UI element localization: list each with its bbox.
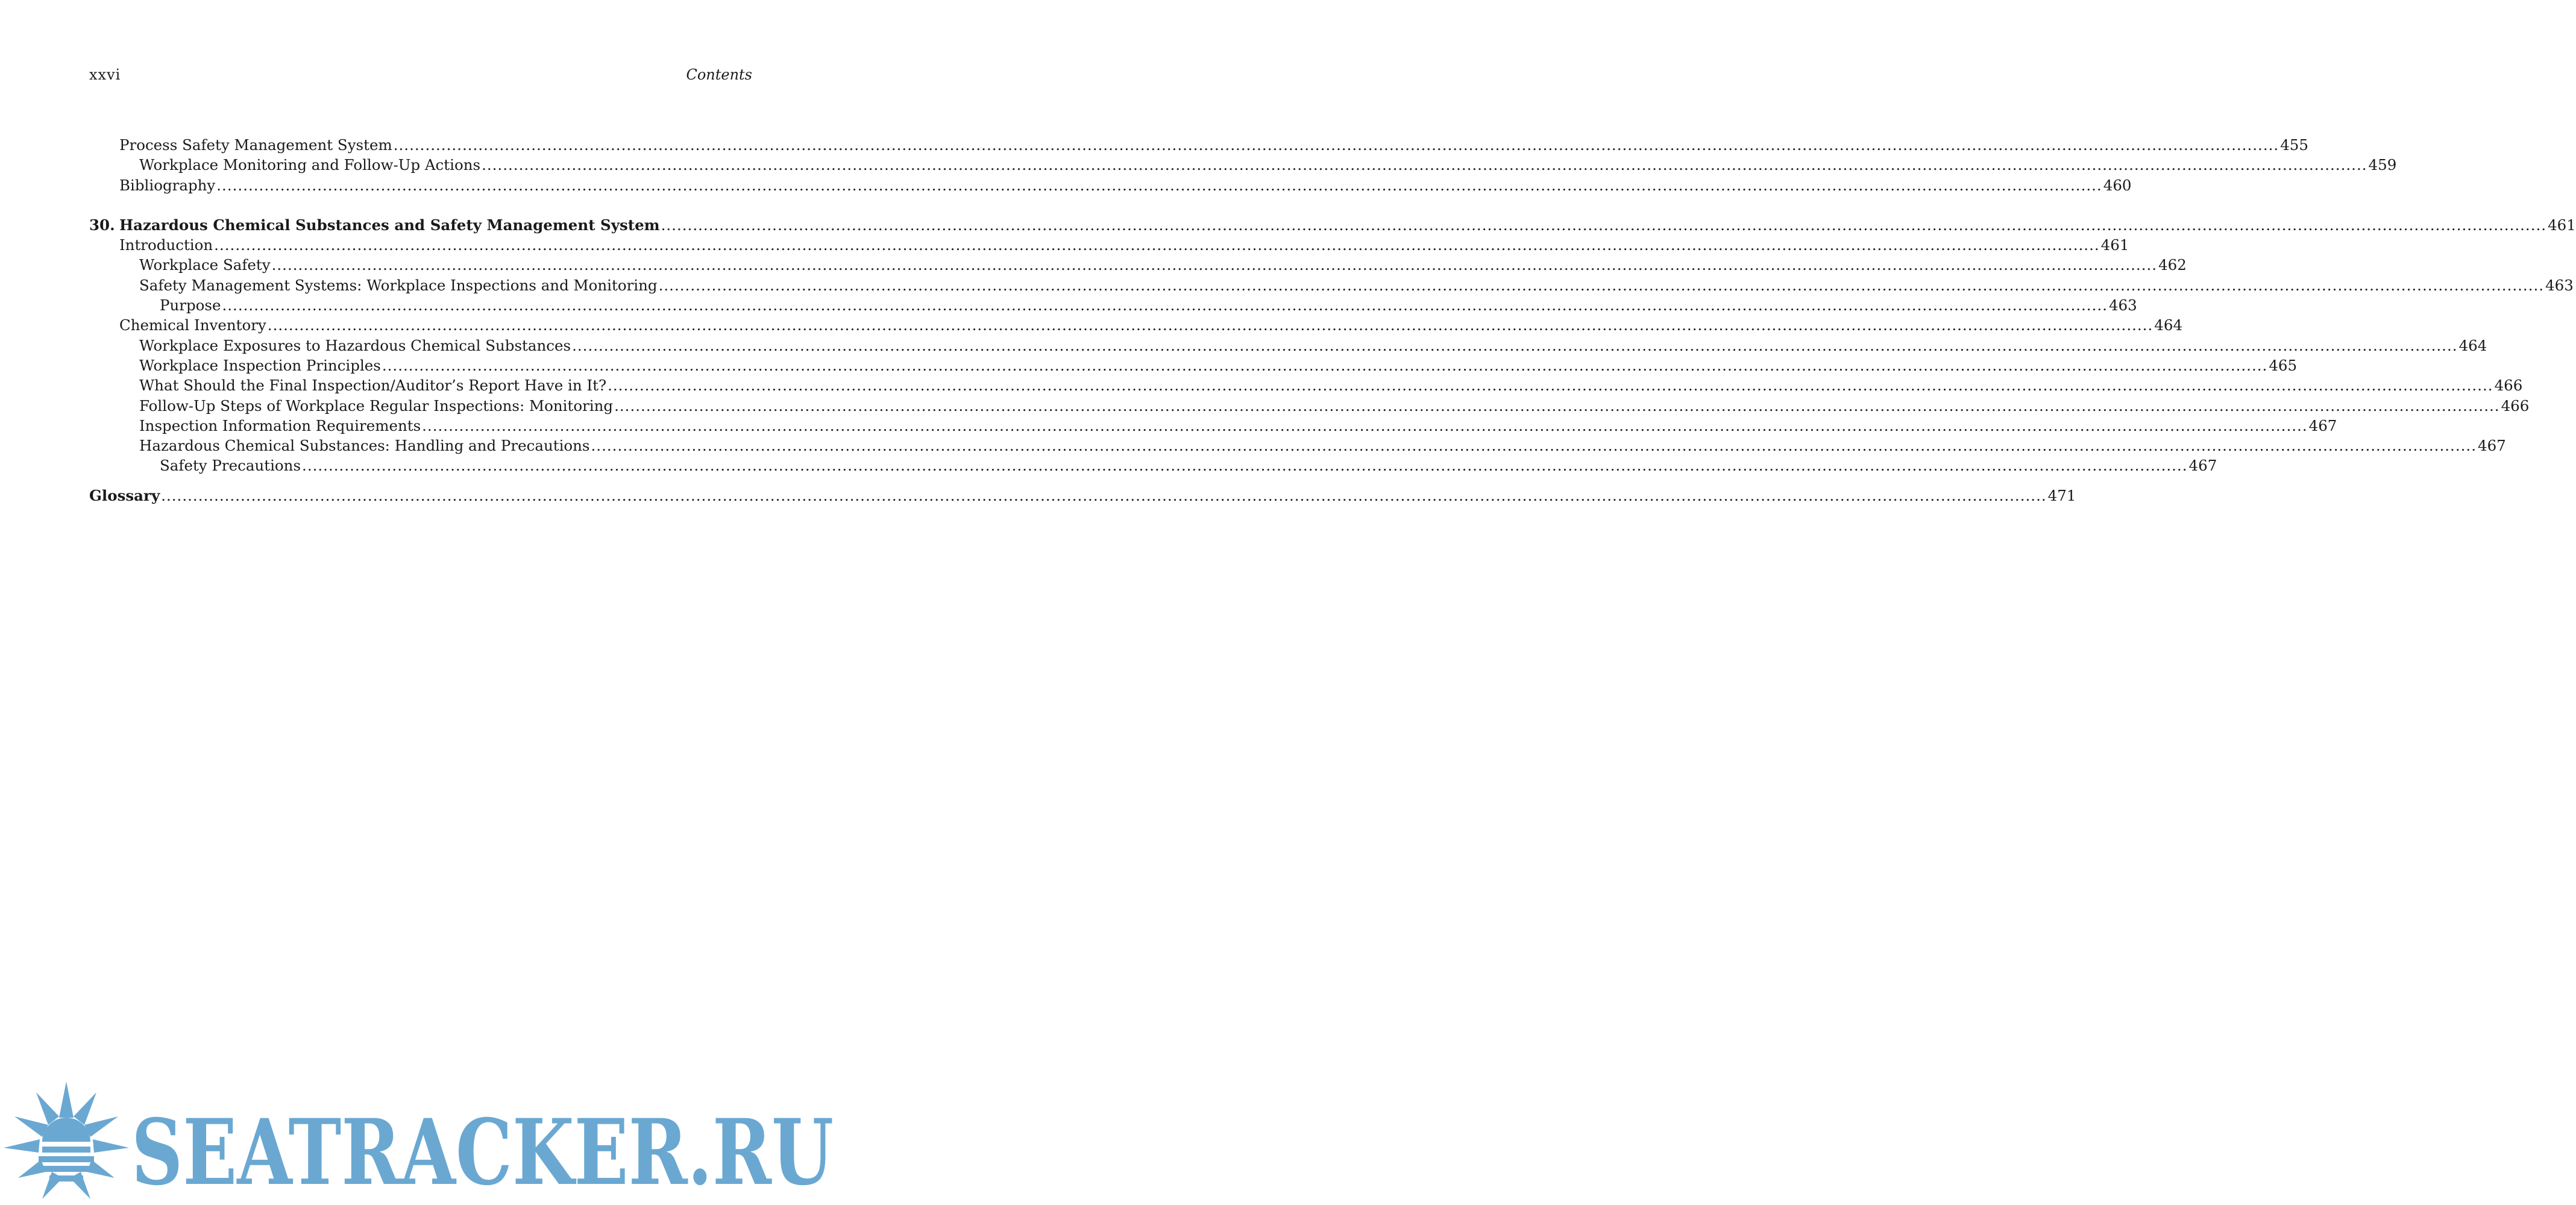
dot-leader — [382, 355, 2267, 375]
toc-entry-title: Follow-Up Steps of Workplace Regular Inspections: Monitoring — [139, 396, 614, 415]
toc-entry-page: 467 — [2308, 416, 2337, 434]
dot-leader — [572, 336, 2457, 355]
toc-entry-title: Bibliography — [119, 176, 216, 194]
dot-leader — [659, 275, 2544, 295]
dot-leader — [422, 416, 2307, 436]
toc-entry[interactable] — [89, 336, 2487, 355]
toc-entry-page: 460 — [2103, 176, 2132, 194]
toc-entry-title: Process Safety Management System — [119, 136, 392, 154]
dot-leader — [661, 215, 2546, 235]
dot-leader — [272, 255, 2157, 275]
toc-entry[interactable] — [89, 416, 2337, 436]
toc-entry-page: 471 — [2047, 486, 2076, 504]
toc-entry-title: Workplace Monitoring and Follow-Up Actions — [139, 156, 481, 174]
dot-leader — [268, 315, 2153, 335]
toc-entry-page: 467 — [2188, 457, 2217, 475]
toc-entry-page: 455 — [2280, 136, 2308, 154]
toc-entry-title: What Should the Final Inspection/Auditor’s Report Have in It? — [139, 377, 607, 395]
toc-entry-page: 459 — [2368, 156, 2397, 174]
watermark-label: SEATRACKER.RU — [131, 1100, 834, 1205]
toc-entry[interactable] — [89, 135, 2308, 155]
toc-entry-title: Hazardous Chemical Substances and Safety Management System — [119, 216, 660, 234]
dot-leader — [214, 235, 2099, 255]
toc-entry-title: Workplace Safety — [139, 256, 271, 274]
toc-entry-page: 467 — [2478, 437, 2506, 455]
toc-entry-title: Hazardous Chemical Substances: Handling and Precautions — [139, 437, 590, 455]
toc-entry[interactable] — [89, 295, 2137, 315]
dot-leader — [302, 455, 2187, 475]
running-title: Contents — [686, 66, 752, 83]
dot-leader — [608, 375, 2493, 395]
toc-entry[interactable] — [89, 375, 2523, 395]
watermark — [0, 1081, 844, 1205]
watermark-text — [131, 1081, 843, 1205]
toc-entry[interactable] — [89, 455, 2217, 475]
toc-glossary-entry[interactable] — [89, 486, 2076, 505]
toc-entry-page: 462 — [2158, 256, 2187, 274]
dot-leader — [394, 135, 2279, 155]
dot-leader — [591, 436, 2477, 455]
toc-entry-title: Safety Precautions — [160, 457, 301, 475]
chapter-number: 30. — [89, 216, 115, 234]
toc-entry-title: Glossary — [89, 486, 160, 504]
toc-entry[interactable] — [89, 355, 2298, 375]
toc-entry[interactable] — [89, 155, 2397, 175]
toc-entry[interactable] — [89, 255, 2187, 275]
toc-entry-title: Safety Management Systems: Workplace Inspections and Monitoring — [139, 276, 658, 294]
toc-entry-title: Workplace Inspection Principles — [139, 356, 381, 374]
toc-entry[interactable] — [89, 175, 2132, 195]
page-header — [89, 66, 752, 88]
toc-entry-page: 464 — [2458, 336, 2487, 354]
toc-entry-title: Chemical Inventory — [119, 316, 266, 334]
toc-entry-title: Purpose — [160, 296, 221, 315]
toc-entry-page: 461 — [2548, 216, 2576, 234]
toc-entry-page: 463 — [2108, 296, 2137, 315]
toc-entry-title: Workplace Exposures to Hazardous Chemical Substances — [139, 336, 571, 354]
toc-entry-page: 466 — [2494, 377, 2523, 395]
toc-entry-page: 464 — [2154, 316, 2183, 334]
dot-leader — [614, 396, 2499, 416]
toc-entry-page: 461 — [2100, 236, 2129, 254]
sun-burst-icon — [0, 1081, 133, 1205]
toc-entry-page: 463 — [2545, 276, 2574, 294]
toc-entry-page: 466 — [2501, 396, 2530, 415]
toc-entry[interactable] — [89, 275, 2574, 295]
table-of-contents — [89, 135, 2576, 505]
page-folio: xxvi — [89, 66, 121, 83]
toc-entry[interactable] — [89, 396, 2530, 416]
toc-entry-title: Inspection Information Requirements — [139, 416, 421, 434]
toc-entry-title: Introduction — [119, 236, 213, 254]
toc-entry-page: 465 — [2269, 356, 2298, 374]
toc-entry[interactable] — [89, 315, 2183, 335]
dot-leader — [222, 295, 2107, 315]
dot-leader — [216, 175, 2102, 195]
dot-leader — [482, 155, 2367, 175]
toc-entry[interactable] — [89, 235, 2129, 255]
dot-leader — [161, 486, 2046, 505]
toc-entry[interactable] — [89, 436, 2506, 455]
toc-chapter-entry[interactable] — [89, 215, 2576, 235]
